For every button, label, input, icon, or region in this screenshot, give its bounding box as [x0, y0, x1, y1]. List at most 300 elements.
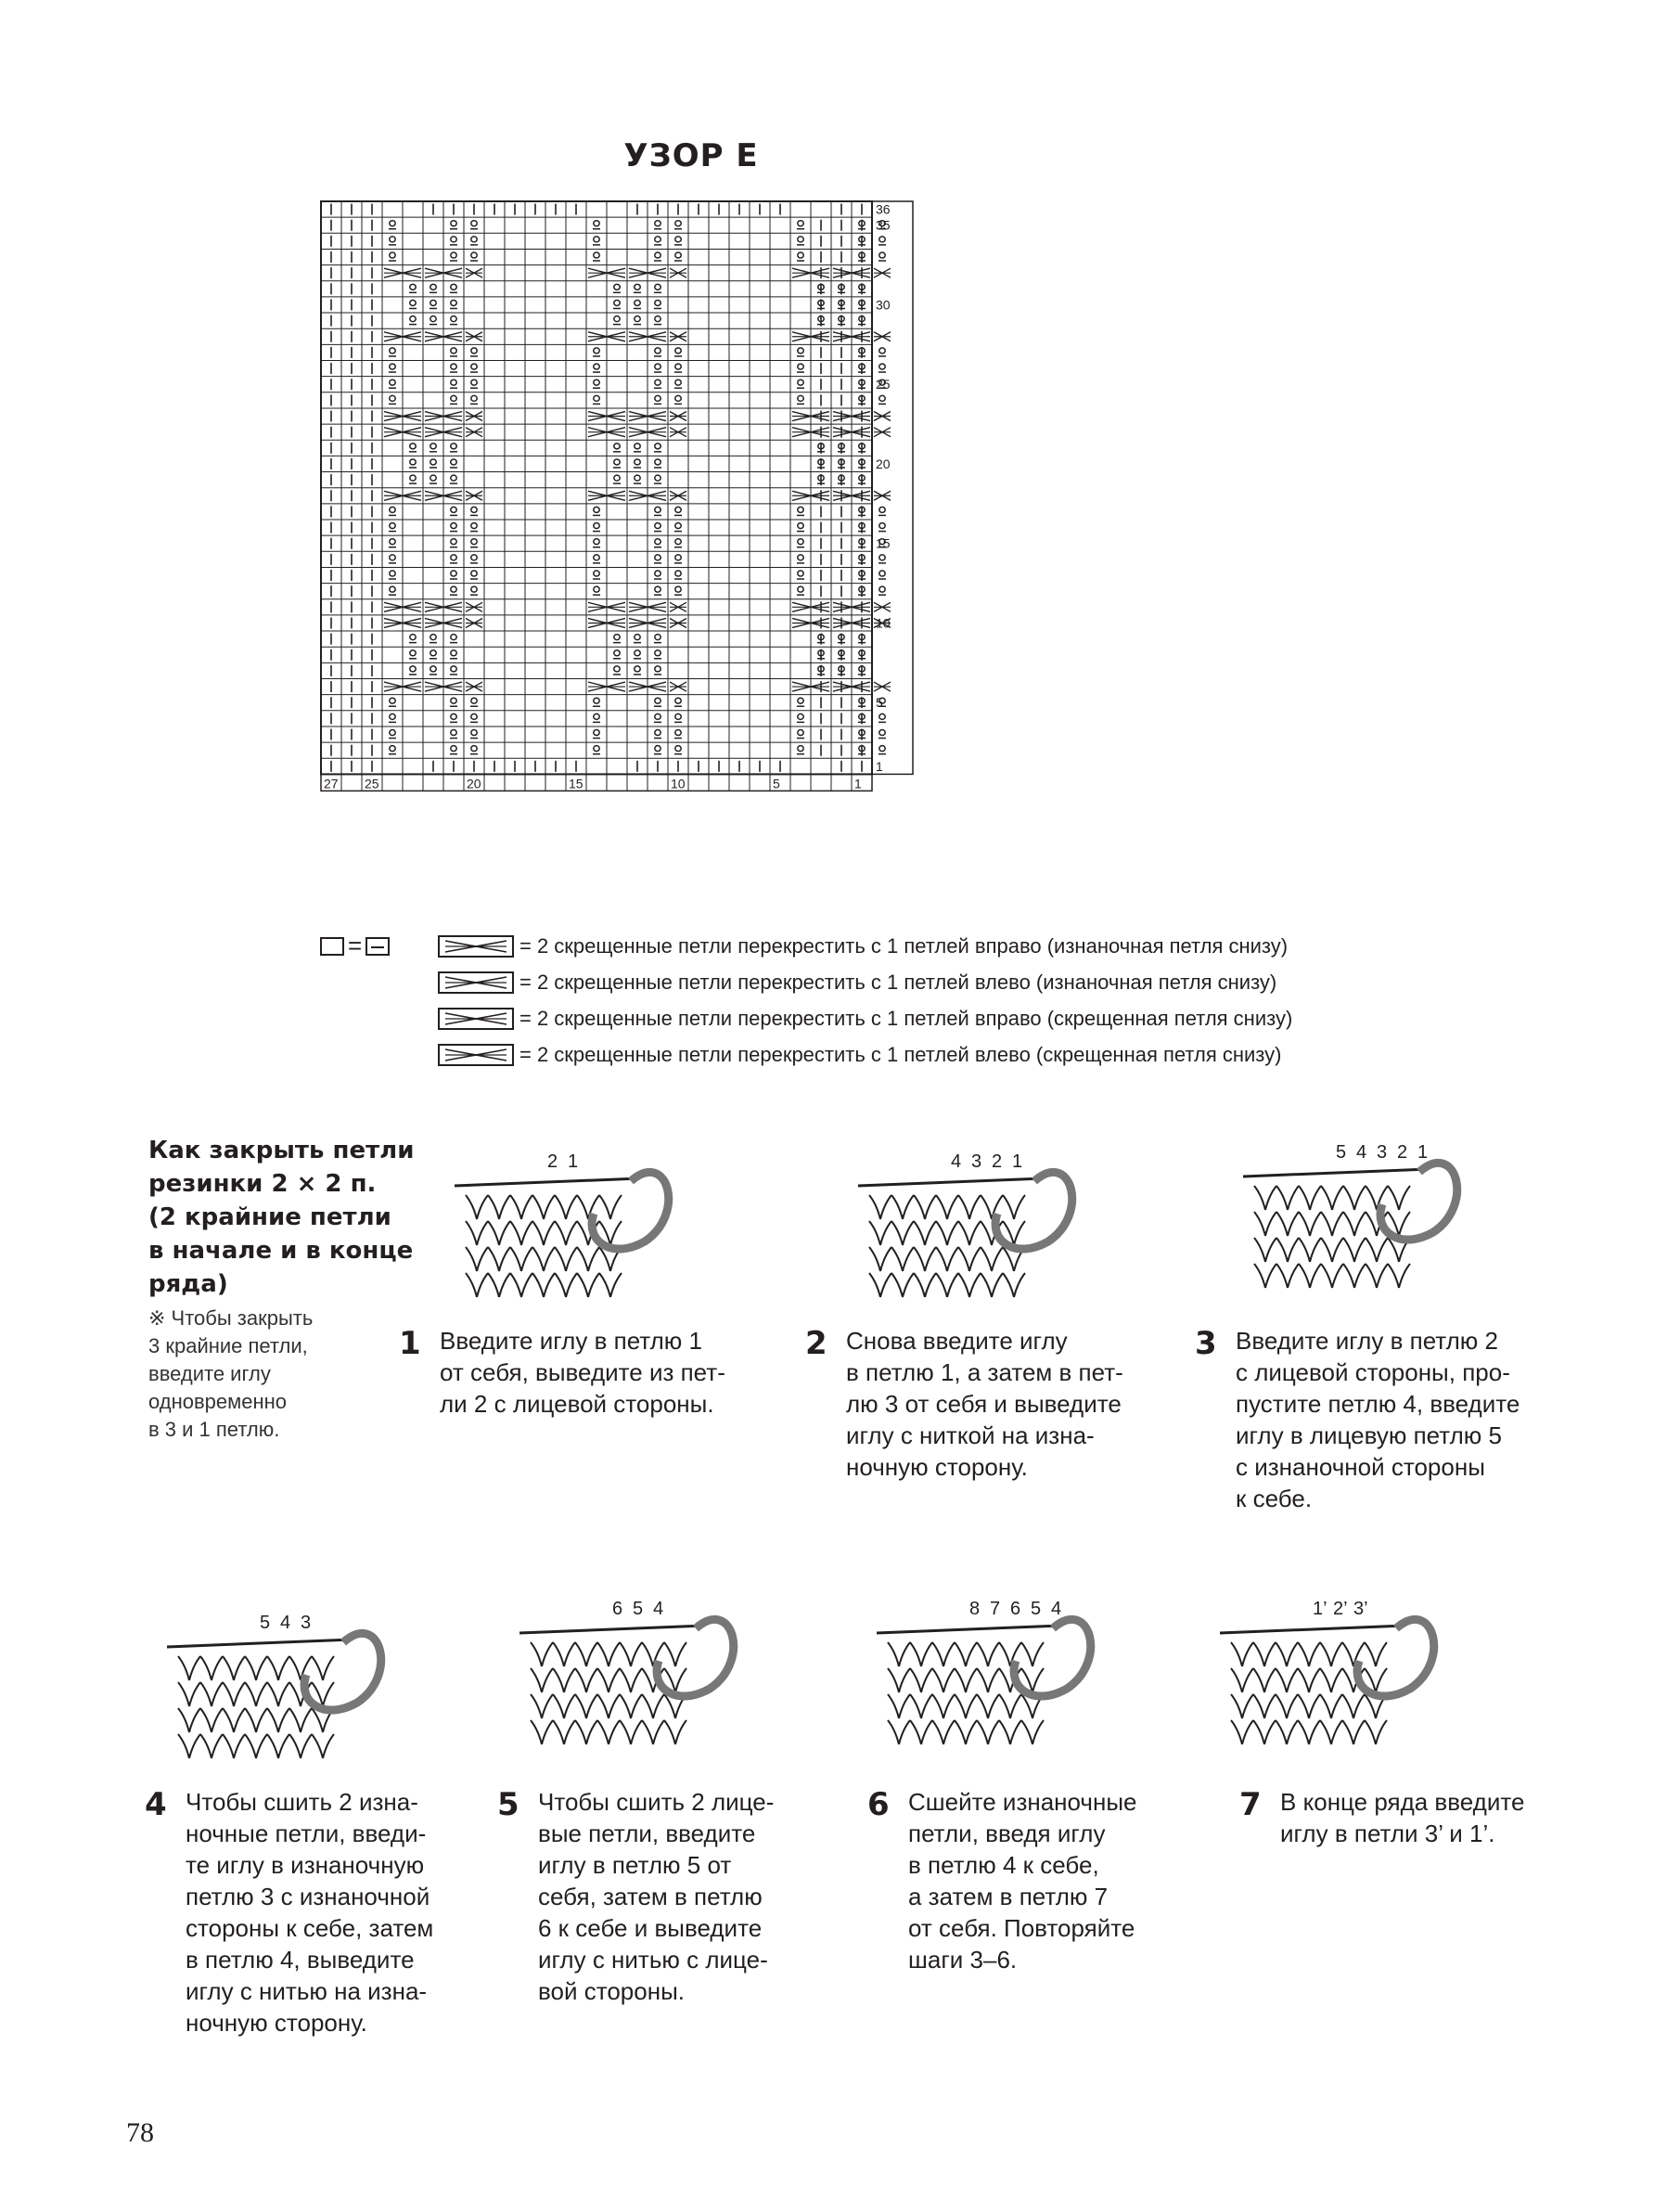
stitch-number-label: 1	[1012, 1151, 1023, 1172]
twisted-stitch-mark	[798, 364, 803, 369]
cross-stitch-mark	[466, 682, 482, 691]
yarn-strand	[592, 1172, 669, 1249]
twisted-stitch-mark	[798, 571, 803, 576]
cross-stitch-mark	[874, 602, 891, 611]
twisted-stitch-mark	[594, 714, 599, 719]
twisted-stitch-mark	[614, 284, 620, 289]
twisted-stitch-mark	[798, 221, 803, 226]
twisted-stitch-mark	[451, 395, 456, 401]
twisted-stitch-mark	[410, 666, 416, 672]
page-number: 78	[126, 2117, 154, 2148]
twisted-stitch-mark	[594, 252, 599, 258]
cross-stitch-mark	[670, 412, 686, 421]
twisted-stitch-mark	[451, 555, 456, 560]
step-number: 1	[399, 1325, 421, 1362]
twisted-stitch-mark	[798, 379, 803, 385]
cross-stitch-mark	[670, 491, 686, 500]
stitch-number-label: 3	[971, 1151, 982, 1172]
twisted-stitch-mark	[614, 475, 620, 481]
twisted-stitch-mark	[430, 635, 436, 640]
stitch-number-label: 4	[1356, 1142, 1367, 1163]
twisted-stitch-mark	[390, 237, 395, 242]
twisted-stitch-mark	[655, 635, 660, 640]
twisted-stitch-mark	[471, 523, 477, 529]
cross-stitch-mark	[670, 618, 686, 627]
cross-stitch-mark	[670, 332, 686, 341]
twisted-stitch-mark	[390, 698, 395, 703]
twisted-stitch-mark	[594, 523, 599, 529]
step-text: В конце ряда введите иглу в петли 3’ и 1’.	[1280, 1788, 1525, 1847]
twisted-stitch-mark	[675, 571, 681, 576]
twisted-stitch-mark	[594, 379, 599, 385]
twisted-stitch-mark	[655, 475, 660, 481]
step-number: 3	[1195, 1325, 1217, 1362]
cross-stitch-mark	[874, 268, 891, 277]
twisted-stitch-mark	[675, 237, 681, 242]
twisted-stitch-mark	[655, 316, 660, 322]
legend-text: = 2 скрещенные петли перекрестить с 1 петлей вправо (изнаночная петля снизу)	[519, 934, 1289, 958]
twisted-stitch-mark	[430, 650, 436, 656]
needle-icon	[519, 1626, 705, 1633]
twisted-stitch-mark	[655, 730, 660, 736]
row-label: 10	[876, 615, 891, 631]
twisted-stitch-mark	[471, 586, 477, 592]
cross-stitch-mark	[670, 682, 686, 691]
twisted-stitch-mark	[451, 714, 456, 719]
step-number: 6	[867, 1786, 890, 1823]
twisted-stitch-mark	[430, 459, 436, 465]
twisted-stitch-mark	[410, 635, 416, 640]
twisted-stitch-mark	[471, 348, 477, 354]
twisted-stitch-mark	[675, 746, 681, 752]
step-number: 2	[805, 1325, 827, 1362]
twisted-stitch-mark	[471, 730, 477, 736]
twisted-stitch-mark	[390, 379, 395, 385]
cross-stitch-mark	[466, 412, 482, 421]
step-illustration	[858, 1130, 1090, 1316]
twisted-stitch-mark	[451, 666, 456, 672]
step-illustration	[1243, 1121, 1475, 1306]
twisted-stitch-mark	[390, 364, 395, 369]
twisted-stitch-mark	[451, 348, 456, 354]
twisted-stitch-mark	[879, 714, 885, 719]
row-label: 15	[876, 535, 891, 551]
twisted-stitch-mark	[390, 714, 395, 719]
twisted-stitch-mark	[451, 730, 456, 736]
cross-stitch-mark	[466, 332, 482, 341]
twisted-stitch-mark	[614, 650, 620, 656]
twisted-stitch-mark	[655, 284, 660, 289]
stitch-number-label: 8	[969, 1599, 981, 1619]
legend-text: = 2 скрещенные петли перекрестить с 1 петлей влево (изнаночная петля снизу)	[519, 971, 1277, 994]
cross-stitch-mark	[874, 412, 891, 421]
step-text: Введите иглу в петлю 1 от себя, выведите из пет- ли 2 с лицевой стороны.	[440, 1327, 725, 1418]
step-illustration	[877, 1577, 1109, 1763]
twisted-stitch-mark	[635, 635, 640, 640]
cross-stitch-mark	[466, 618, 482, 627]
twisted-stitch-mark	[655, 459, 660, 465]
twisted-stitch-mark	[390, 730, 395, 736]
knitting-chart	[0, 0, 1680, 928]
twisted-stitch-mark	[594, 507, 599, 512]
twisted-stitch-mark	[655, 237, 660, 242]
cross-stitch-mark	[670, 268, 686, 277]
twisted-stitch-mark	[655, 714, 660, 719]
twisted-stitch-mark	[471, 539, 477, 545]
twisted-stitch-mark	[655, 555, 660, 560]
twisted-stitch-mark	[390, 746, 395, 752]
twisted-stitch-mark	[451, 475, 456, 481]
twisted-stitch-mark	[471, 571, 477, 576]
twisted-stitch-mark	[798, 698, 803, 703]
stitch-number-label: 4	[951, 1151, 962, 1172]
legend-item	[438, 1004, 1292, 1034]
twisted-stitch-mark	[655, 746, 660, 752]
twisted-stitch-mark	[798, 714, 803, 719]
twisted-stitch-mark	[390, 555, 395, 560]
stitch-number-label: 5	[1031, 1599, 1042, 1619]
twisted-stitch-mark	[655, 395, 660, 401]
twisted-stitch-mark	[594, 586, 599, 592]
twisted-stitch-mark	[430, 444, 436, 449]
twisted-stitch-mark	[390, 221, 395, 226]
stitch-number-label: 3	[301, 1613, 312, 1633]
twisted-stitch-mark	[879, 348, 885, 354]
twisted-stitch-mark	[451, 221, 456, 226]
twisted-stitch-mark	[798, 523, 803, 529]
twisted-stitch-mark	[879, 586, 885, 592]
twisted-stitch-mark	[675, 348, 681, 354]
twisted-stitch-mark	[594, 539, 599, 545]
twisted-stitch-mark	[451, 698, 456, 703]
twisted-stitch-mark	[471, 221, 477, 226]
twisted-stitch-mark	[798, 730, 803, 736]
twisted-stitch-mark	[471, 379, 477, 385]
cross-stitch-mark	[670, 428, 686, 437]
twisted-stitch-mark	[635, 666, 640, 672]
legend-item	[438, 932, 1288, 961]
twisted-stitch-mark	[655, 650, 660, 656]
col-labels	[324, 776, 862, 791]
twisted-stitch-mark	[410, 444, 416, 449]
col-label: 10	[671, 776, 686, 791]
col-label: 5	[773, 776, 780, 791]
twisted-stitch-mark	[451, 571, 456, 576]
cross-stitch-mark	[874, 491, 891, 500]
section-note: ※ Чтобы закрыть 3 крайние петли, введите иглу одновременно в 3 и 1 петлю.	[148, 1306, 314, 1441]
twisted-stitch-mark	[655, 666, 660, 672]
twisted-stitch-mark	[410, 300, 416, 305]
twisted-stitch-mark	[471, 395, 477, 401]
yarn-strand	[657, 1619, 734, 1696]
twisted-stitch-mark	[451, 379, 456, 385]
twisted-stitch-mark	[655, 586, 660, 592]
twisted-stitch-mark	[594, 571, 599, 576]
twisted-stitch-mark	[614, 635, 620, 640]
twisted-stitch-mark	[879, 507, 885, 512]
twisted-stitch-mark	[451, 284, 456, 289]
col-label: 25	[365, 776, 379, 791]
twisted-stitch-mark	[594, 364, 599, 369]
twisted-stitch-mark	[410, 650, 416, 656]
pattern-title: УЗОР Е	[623, 137, 759, 174]
stitch-number-label: 5	[260, 1613, 271, 1633]
twisted-stitch-mark	[798, 555, 803, 560]
stitch-number-label: 1’	[1313, 1599, 1327, 1619]
stitch-number-label: 6	[1010, 1599, 1021, 1619]
twisted-stitch-mark	[675, 698, 681, 703]
twisted-stitch-mark	[675, 252, 681, 258]
twisted-stitch-mark	[879, 364, 885, 369]
step-illustration	[167, 1591, 399, 1777]
row-label: 20	[876, 456, 891, 471]
stitch-number-label: 4	[1051, 1599, 1062, 1619]
twisted-stitch-mark	[451, 586, 456, 592]
twisted-stitch-mark	[635, 650, 640, 656]
row-label: 5	[876, 695, 883, 711]
twisted-stitch-mark	[655, 364, 660, 369]
twisted-stitch-mark	[675, 395, 681, 401]
twisted-stitch-mark	[430, 316, 436, 322]
step-text: Введите иглу в петлю 2 с лицевой стороны, про- пустите петлю 4, введите иглу в лицевую петлю 5 с изнаночной стороны к себе.	[1236, 1327, 1520, 1512]
twisted-stitch-mark	[390, 571, 395, 576]
needle-icon	[455, 1178, 640, 1186]
twisted-stitch-mark	[471, 555, 477, 560]
row-labels	[876, 202, 891, 774]
twisted-stitch-mark	[471, 507, 477, 512]
cross-stitch-mark	[466, 428, 482, 437]
twisted-stitch-mark	[471, 698, 477, 703]
twisted-stitch-mark	[635, 284, 640, 289]
needle-icon	[858, 1178, 1044, 1186]
twisted-stitch-mark	[614, 316, 620, 322]
twisted-stitch-mark	[594, 237, 599, 242]
twisted-stitch-mark	[390, 348, 395, 354]
twisted-stitch-mark	[410, 316, 416, 322]
step-illustration	[455, 1130, 686, 1316]
twisted-stitch-mark	[430, 475, 436, 481]
twisted-stitch-mark	[655, 523, 660, 529]
twisted-stitch-mark	[430, 284, 436, 289]
stitch-number-label: 5	[1336, 1142, 1347, 1163]
stitch-number-label: 7	[990, 1599, 1001, 1619]
twisted-stitch-mark	[635, 459, 640, 465]
twisted-stitch-mark	[451, 523, 456, 529]
stitch-number-label: 6	[612, 1599, 623, 1619]
empty-cell-symbol	[320, 937, 344, 956]
cross-stitch-mark	[670, 602, 686, 611]
twisted-stitch-mark	[675, 539, 681, 545]
needle-icon	[1243, 1169, 1429, 1177]
twisted-stitch-mark	[451, 444, 456, 449]
cross-stitch-mark	[466, 491, 482, 500]
cross-stitch-mark	[874, 682, 891, 691]
row-label: 30	[876, 297, 891, 313]
twisted-stitch-mark	[879, 523, 885, 529]
yarn-strand	[1357, 1619, 1434, 1696]
step-illustration	[1220, 1577, 1452, 1763]
twisted-stitch-mark	[451, 635, 456, 640]
twisted-stitch-mark	[635, 444, 640, 449]
twisted-stitch-mark	[451, 316, 456, 322]
stitch-number-label: 1	[568, 1151, 579, 1172]
twisted-stitch-mark	[471, 364, 477, 369]
twisted-stitch-mark	[675, 714, 681, 719]
twisted-stitch-mark	[451, 237, 456, 242]
twisted-stitch-mark	[879, 395, 885, 401]
twisted-stitch-mark	[451, 746, 456, 752]
twisted-stitch-mark	[798, 507, 803, 512]
step-text: Сшейте изнаночные петли, введя иглу в петлю 4 к себе, а затем в петлю 7 от себя. Повторяйте шаги 3–6.	[908, 1788, 1137, 1974]
twisted-stitch-mark	[675, 507, 681, 512]
stitch-number-label: 1	[1417, 1142, 1429, 1163]
step-number: 7	[1239, 1786, 1262, 1823]
twisted-stitch-mark	[430, 300, 436, 305]
row-label: 36	[876, 201, 891, 217]
cross-stitch-mark	[874, 332, 891, 341]
twisted-stitch-mark	[655, 539, 660, 545]
twisted-stitch-mark	[798, 746, 803, 752]
twisted-stitch-mark	[614, 300, 620, 305]
twisted-stitch-mark	[879, 571, 885, 576]
stitch-number-label: 2	[1397, 1142, 1408, 1163]
twisted-stitch-mark	[390, 507, 395, 512]
twisted-stitch-mark	[614, 459, 620, 465]
twisted-stitch-mark	[390, 586, 395, 592]
twisted-stitch-mark	[430, 666, 436, 672]
twisted-stitch-mark	[594, 348, 599, 354]
step-text: Чтобы сшить 2 изна- ночные петли, введи- те иглу в изнаночную петлю 3 с изнаночной стороны к себе, затем в петлю 4, выведите иглу с нитью на изна- ночную сторону.	[186, 1788, 434, 2037]
legend-item	[438, 968, 1276, 997]
cross-symbol-icon	[438, 935, 514, 958]
cross-stitch-mark	[874, 428, 891, 437]
twisted-stitch-mark	[675, 379, 681, 385]
twisted-stitch-mark	[390, 395, 395, 401]
step-number: 5	[497, 1786, 519, 1823]
twisted-stitch-mark	[675, 586, 681, 592]
twisted-stitch-mark	[635, 300, 640, 305]
twisted-stitch-mark	[879, 746, 885, 752]
twisted-stitch-mark	[879, 237, 885, 242]
row-label: 1	[876, 758, 883, 774]
stitch-number-label: 3’	[1353, 1599, 1368, 1619]
needle-icon	[167, 1640, 353, 1647]
col-label: 15	[569, 776, 584, 791]
twisted-stitch-mark	[655, 221, 660, 226]
twisted-stitch-mark	[798, 539, 803, 545]
twisted-stitch-mark	[410, 284, 416, 289]
twisted-stitch-mark	[594, 698, 599, 703]
legend-text: = 2 скрещенные петли перекрестить с 1 петлей влево (скрещенная петля снизу)	[519, 1043, 1282, 1066]
twisted-stitch-mark	[614, 444, 620, 449]
twisted-stitch-mark	[594, 555, 599, 560]
yarn-strand	[1380, 1163, 1457, 1240]
cross-symbol-icon	[438, 1044, 514, 1066]
yarn-strand	[304, 1633, 381, 1710]
section-heading: Как закрыть петли резинки 2 × 2 п. (2 крайние петли в начале и в конце ряда)	[148, 1137, 415, 1298]
twisted-stitch-mark	[798, 395, 803, 401]
row-label: 25	[876, 377, 891, 392]
twisted-stitch-mark	[390, 523, 395, 529]
twisted-stitch-mark	[451, 300, 456, 305]
cross-stitch-mark	[466, 602, 482, 611]
twisted-stitch-mark	[655, 507, 660, 512]
twisted-stitch-mark	[471, 237, 477, 242]
twisted-stitch-mark	[655, 698, 660, 703]
cross-symbol-icon	[438, 971, 514, 994]
yarn-strand	[1014, 1619, 1091, 1696]
twisted-stitch-mark	[594, 746, 599, 752]
twisted-stitch-mark	[879, 730, 885, 736]
col-label: 1	[854, 776, 862, 791]
stitch-number-label: 4	[653, 1599, 664, 1619]
twisted-stitch-mark	[594, 221, 599, 226]
legend-equals: =	[348, 932, 363, 959]
step-number: 4	[145, 1786, 167, 1823]
twisted-stitch-mark	[471, 746, 477, 752]
purl-symbol	[365, 937, 390, 956]
stitch-number-label: 2	[547, 1151, 558, 1172]
twisted-stitch-mark	[655, 379, 660, 385]
needle-icon	[877, 1626, 1062, 1633]
legend-purl-equation	[320, 932, 390, 960]
twisted-stitch-mark	[675, 364, 681, 369]
twisted-stitch-mark	[675, 523, 681, 529]
twisted-stitch-mark	[675, 730, 681, 736]
twisted-stitch-mark	[879, 252, 885, 258]
twisted-stitch-mark	[798, 348, 803, 354]
twisted-stitch-mark	[451, 539, 456, 545]
stitch-number-label: 5	[633, 1599, 644, 1619]
twisted-stitch-mark	[635, 475, 640, 481]
stitch-number-label: 2’	[1333, 1599, 1348, 1619]
twisted-stitch-mark	[451, 364, 456, 369]
twisted-stitch-mark	[655, 300, 660, 305]
needle-icon	[1220, 1626, 1405, 1633]
twisted-stitch-mark	[675, 555, 681, 560]
twisted-stitch-mark	[798, 586, 803, 592]
twisted-stitch-mark	[451, 252, 456, 258]
twisted-stitch-mark	[451, 459, 456, 465]
step-text: Чтобы сшить 2 лице- вые петли, введите иглу в петлю 5 от себя, затем в петлю 6 к себе и выведите иглу с нитью с лице- вой стороны.	[538, 1788, 775, 2005]
col-label: 27	[324, 776, 339, 791]
twisted-stitch-mark	[471, 714, 477, 719]
step-illustration	[519, 1577, 751, 1763]
twisted-stitch-mark	[390, 252, 395, 258]
step-text: Снова введите иглу в петлю 1, а затем в пет- лю 3 от себя и выведите иглу с ниткой на изна- ночную сторону.	[846, 1327, 1123, 1481]
twisted-stitch-mark	[451, 507, 456, 512]
twisted-stitch-mark	[410, 475, 416, 481]
legend-text: = 2 скрещенные петли перекрестить с 1 петлей вправо (скрещенная петля снизу)	[519, 1007, 1293, 1030]
twisted-stitch-mark	[614, 666, 620, 672]
twisted-stitch-mark	[798, 252, 803, 258]
stitch-number-label: 4	[280, 1613, 291, 1633]
twisted-stitch-mark	[655, 348, 660, 354]
twisted-stitch-mark	[594, 395, 599, 401]
legend-item	[438, 1040, 1281, 1070]
twisted-stitch-mark	[798, 237, 803, 242]
twisted-stitch-mark	[594, 730, 599, 736]
twisted-stitch-mark	[390, 539, 395, 545]
twisted-stitch-mark	[675, 221, 681, 226]
twisted-stitch-mark	[879, 555, 885, 560]
stitch-number-label: 2	[992, 1151, 1003, 1172]
stitch-number-label: 3	[1377, 1142, 1388, 1163]
row-label: 35	[876, 217, 891, 233]
twisted-stitch-mark	[635, 316, 640, 322]
twisted-stitch-mark	[410, 459, 416, 465]
yarn-strand	[995, 1172, 1072, 1249]
